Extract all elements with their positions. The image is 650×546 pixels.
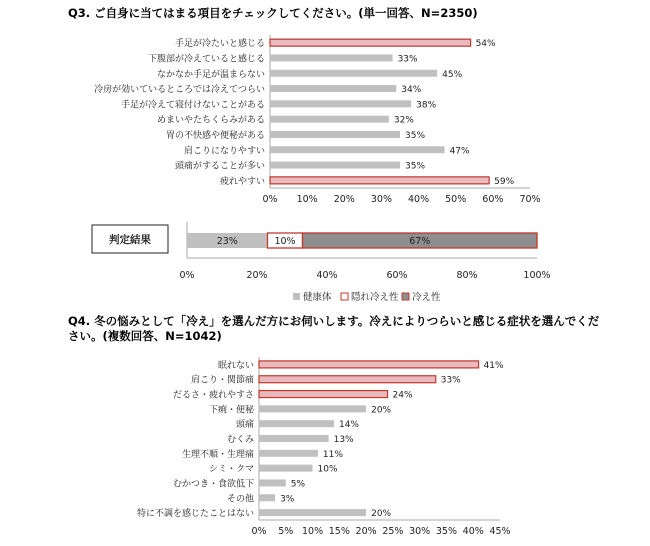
q4-bar	[259, 376, 436, 383]
q4-category-label: 肩こり・関節痛	[190, 375, 254, 386]
q4-category-label: むくみ	[226, 435, 254, 445]
q3-tick-label: 40%	[408, 194, 430, 205]
q4-bar	[259, 361, 479, 368]
judgement-tick-label: 40%	[316, 270, 338, 281]
judgement-tick-label: 100%	[523, 270, 551, 281]
q3-bar	[270, 39, 471, 46]
judgement-tick-label: 60%	[386, 270, 408, 281]
q3-category-label: 冷房が効いているところでは冷えてつらい	[94, 85, 265, 96]
legend-label: 隠れ冷え性	[351, 292, 399, 303]
q4-tick-label: 15%	[328, 526, 350, 537]
q3-bar	[270, 116, 389, 123]
q3-bar	[270, 100, 411, 107]
q3-bar	[270, 162, 400, 169]
q3-tick-label: 60%	[482, 194, 504, 205]
q3-tick-label: 20%	[333, 194, 355, 205]
judgement-tick-label: 0%	[179, 270, 195, 281]
q3-value-label: 32%	[393, 115, 414, 126]
q4-tick-label: 10%	[301, 526, 324, 537]
legend-label: 冷え性	[412, 292, 441, 303]
q4-value-label: 3%	[280, 494, 295, 505]
q3-tick-label: 10%	[296, 194, 318, 205]
q4-value-label: 13%	[333, 435, 354, 445]
q3-category-label: 手足が冷たいと感じる	[174, 39, 265, 50]
q3-value-label: 33%	[397, 54, 418, 65]
q3-category-label: 肩こりになりやすい	[183, 146, 265, 157]
q4-value-label: 5%	[290, 479, 306, 490]
q4-value-label: 24%	[392, 390, 413, 401]
q3-bar	[270, 131, 400, 138]
q4-category-label: 眠れない	[217, 360, 254, 371]
q4-category-label: その他	[226, 494, 254, 505]
legend-swatch	[402, 293, 409, 300]
judgement-tick-label: 80%	[456, 270, 478, 281]
q3-category-label: 疲れやすい	[219, 176, 265, 187]
q4-bar	[259, 465, 313, 472]
q4-tick-label: 35%	[435, 526, 458, 537]
judgement-label: 判定結果	[109, 234, 151, 246]
q3-category-label: 胃の不快感や便秘がある	[165, 130, 265, 141]
q4-value-label: 10%	[317, 464, 338, 475]
q3-bar	[270, 146, 445, 153]
judgement-segment-label: 67%	[409, 236, 431, 247]
judgement-tick-label: 20%	[246, 270, 268, 281]
q4-value-label: 14%	[338, 420, 359, 431]
q4-tick-label: 20%	[355, 526, 377, 537]
q4-bar	[259, 391, 388, 398]
q3-tick-label: 50%	[445, 194, 467, 205]
q4-value-label: 20%	[371, 405, 392, 416]
q3-bar	[270, 70, 437, 77]
q3-bar	[270, 177, 489, 184]
q4-bar	[259, 494, 275, 501]
q3-category-label: 頭痛がすることが多い	[174, 161, 265, 172]
q4-bar	[259, 479, 286, 486]
q4-tick-label: 30%	[409, 526, 431, 537]
legend-label: 健康体	[303, 292, 332, 303]
q3-bar	[270, 54, 393, 61]
q4-tick-label: 5%	[278, 526, 294, 537]
legend-swatch	[341, 293, 348, 300]
q3-category-label: めまいやたちくらみがある	[156, 115, 265, 126]
q4-bar	[259, 435, 329, 442]
q3-tick-label: 30%	[370, 194, 392, 205]
q4-category-label: シミ・クマ	[208, 464, 254, 475]
q3-value-label: 54%	[475, 39, 496, 50]
q4-category-label: 特に不調を感じたことはない	[136, 509, 254, 520]
q3-value-label: 47%	[449, 146, 470, 157]
q4-bar	[259, 405, 366, 412]
q3-title: Q3. ご自身に当てはまる項目をチェックしてください。(単一回答、N=2350)	[68, 6, 478, 20]
q4-value-label: 33%	[440, 375, 461, 386]
judgement-segment-label: 10%	[274, 236, 296, 247]
q4-category-label: 頭痛	[235, 420, 254, 431]
q4-bar	[259, 509, 366, 516]
q3-category-label: なかなか手足が温まらない	[156, 69, 265, 80]
q4-title: Q4. 冬の悩みとして「冷え」を選んだ方にお伺いします。冷えによりつらいと感じる症状を選んでください。(複数回答、N=1042)	[68, 314, 600, 343]
q3-value-label: 59%	[494, 176, 515, 187]
q4-tick-label: 40%	[462, 526, 484, 537]
q3-tick-label: 0%	[262, 194, 278, 205]
q4-tick-label: 45%	[489, 526, 511, 537]
q3-category-label: 下腹部が冷えていると感じる	[147, 54, 265, 65]
q4-tick-label: 0%	[251, 526, 267, 537]
q4-category-label: むかつき・食欲低下	[172, 479, 254, 490]
q3-bar	[270, 85, 396, 92]
q4-category-label: 下痢・便秘	[208, 405, 254, 416]
q3-value-label: 35%	[405, 161, 426, 172]
q4-bar	[259, 420, 334, 427]
q4-value-label: 11%	[322, 449, 343, 460]
q3-value-label: 45%	[442, 69, 463, 80]
q4-tick-label: 25%	[382, 526, 404, 537]
q3-value-label: 38%	[416, 100, 437, 111]
judgement-segment-label: 23%	[216, 236, 238, 247]
q3-category-label: 手足が冷えて寝付けないことがある	[120, 100, 265, 111]
q4-value-label: 41%	[483, 360, 504, 371]
q4-category-label: 生理不順・生理痛	[181, 449, 254, 460]
q3-tick-label: 70%	[519, 194, 541, 205]
q4-value-label: 20%	[371, 509, 392, 520]
legend-swatch	[293, 293, 300, 300]
q3-value-label: 35%	[405, 130, 426, 141]
q4-bar	[259, 450, 318, 457]
q4-category-label: だるさ・疲れやすさ	[172, 390, 254, 401]
q3-value-label: 34%	[401, 85, 422, 96]
